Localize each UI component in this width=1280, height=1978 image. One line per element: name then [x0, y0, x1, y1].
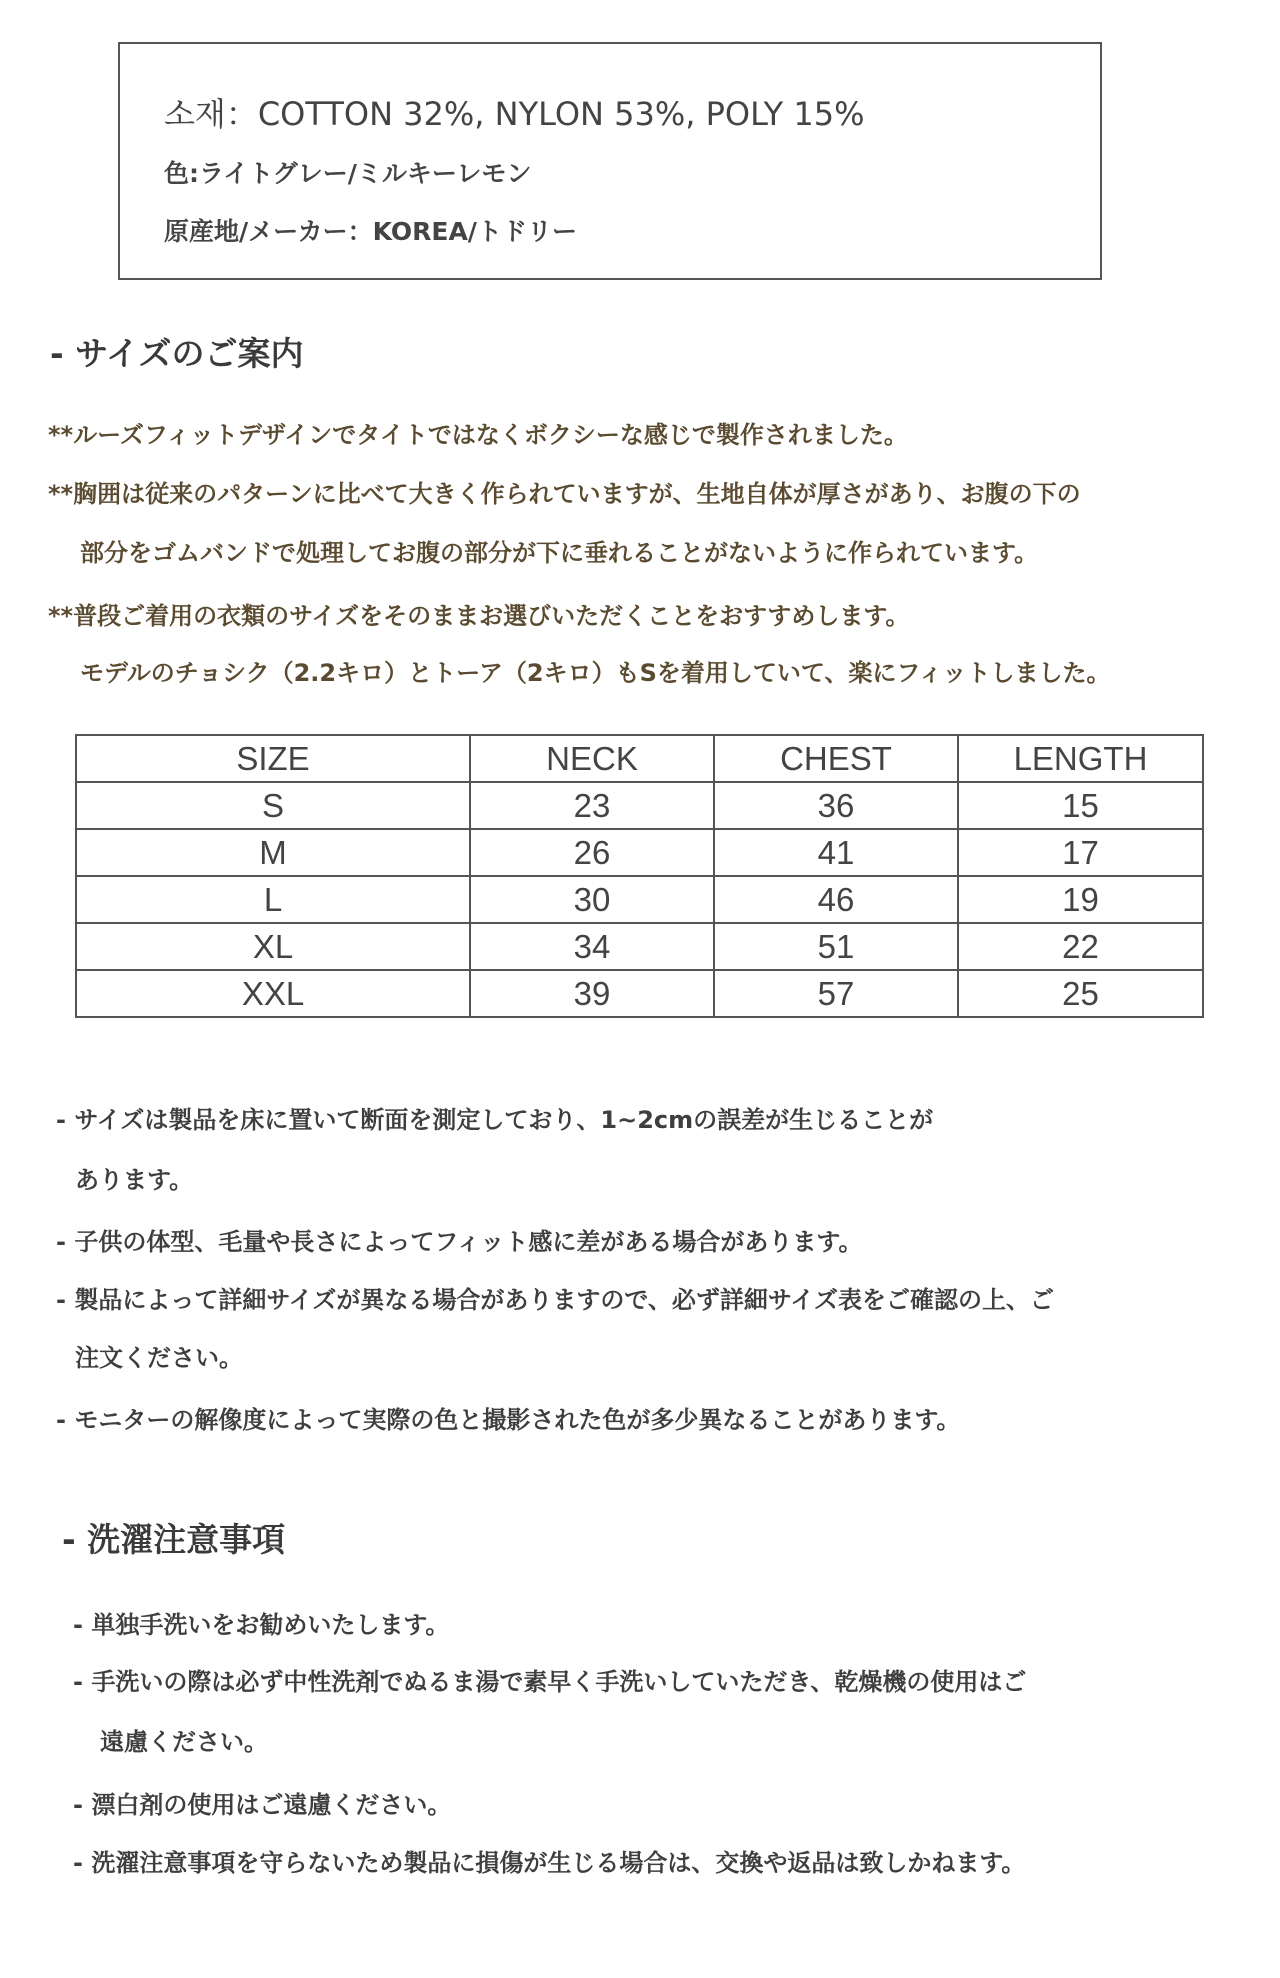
size-guide-heading: - サイズのご案内 — [50, 334, 304, 373]
disclaimer-line: - 製品によって詳細サイズが異なる場合がありますので、必ず詳細サイズ表をご確認の上、ご — [56, 1286, 1054, 1314]
cell-length: 19 — [958, 876, 1203, 923]
washing-line: - 洗濯注意事項を守らないため製品に損傷が生じる場合は、交換や返品は致しかねます。 — [73, 1849, 1026, 1877]
header-chest: CHEST — [714, 735, 958, 782]
disclaimer-line: - モニターの解像度によって実際の色と撮影された色が多少異なることがあります。 — [56, 1406, 961, 1434]
size-note: **普段ご着用の衣類のサイズをそのままお選びいただくことをおすすめします。 — [48, 602, 910, 630]
washing-line: - 漂白剤の使用はご遠慮ください。 — [73, 1791, 452, 1819]
washing-line: - 単独手洗いをお勧めいたします。 — [73, 1611, 450, 1639]
cell-length: 17 — [958, 829, 1203, 876]
cell-neck: 30 — [470, 876, 714, 923]
table-header-row — [76, 735, 1203, 782]
origin-text: 原産地/メーカー：KOREA/トドリー — [164, 217, 577, 246]
disclaimer-line: - 子供の体型、毛量や長さによってフィット感に差がある場合があります。 — [56, 1228, 863, 1256]
cell-length: 22 — [958, 923, 1203, 970]
cell-neck: 39 — [470, 970, 714, 1017]
size-note: モデルのチョシク（2.2キロ）とトーア（2キロ）もSを着用していて、楽にフィットしました。 — [80, 659, 1111, 687]
table-row — [76, 782, 1203, 829]
cell-chest: 41 — [714, 829, 958, 876]
size-note: 部分をゴムバンドで処理してお腹の部分が下に垂れることがないように作られています。 — [80, 539, 1039, 567]
cell-chest: 51 — [714, 923, 958, 970]
cell-size: XXL — [76, 970, 470, 1017]
cell-neck: 23 — [470, 782, 714, 829]
cell-neck: 26 — [470, 829, 714, 876]
table-row — [76, 829, 1203, 876]
cell-length: 15 — [958, 782, 1203, 829]
cell-size: M — [76, 829, 470, 876]
washing-line: 遠慮ください。 — [100, 1728, 268, 1756]
disclaimer-line: 注文ください。 — [75, 1344, 243, 1372]
size-note: **胸囲は従来のパターンに比べて大きく作られていますが、生地自体が厚さがあり、お腹の下の — [48, 480, 1081, 508]
cell-neck: 34 — [470, 923, 714, 970]
cell-chest: 57 — [714, 970, 958, 1017]
disclaimer-line: あります。 — [75, 1166, 194, 1194]
table-row — [76, 876, 1203, 923]
cell-size: L — [76, 876, 470, 923]
header-length: LENGTH — [958, 735, 1203, 782]
table-row — [76, 970, 1203, 1017]
material-text: 소재：COTTON 32%, NYLON 53%, POLY 15% — [164, 95, 865, 133]
size-table — [75, 734, 1204, 1018]
header-size: SIZE — [76, 735, 470, 782]
cell-size: XL — [76, 923, 470, 970]
washing-line: - 手洗いの際は必ず中性洗剤でぬるま湯で素早く手洗いしていただき、乾燥機の使用はご — [73, 1668, 1027, 1696]
cell-chest: 46 — [714, 876, 958, 923]
cell-size: S — [76, 782, 470, 829]
washing-heading: - 洗濯注意事項 — [62, 1520, 286, 1559]
table-row — [76, 923, 1203, 970]
product-info-box — [118, 42, 1102, 280]
cell-chest: 36 — [714, 782, 958, 829]
color-text: 色:ライトグレー/ミルキーレモン — [164, 159, 532, 188]
size-note: **ルーズフィットデザインでタイトではなくボクシーな感じで製作されました。 — [48, 421, 908, 449]
disclaimer-line: - サイズは製品を床に置いて断面を測定しており、1~2cmの誤差が生じることが — [56, 1106, 934, 1134]
cell-length: 25 — [958, 970, 1203, 1017]
header-neck: NECK — [470, 735, 714, 782]
